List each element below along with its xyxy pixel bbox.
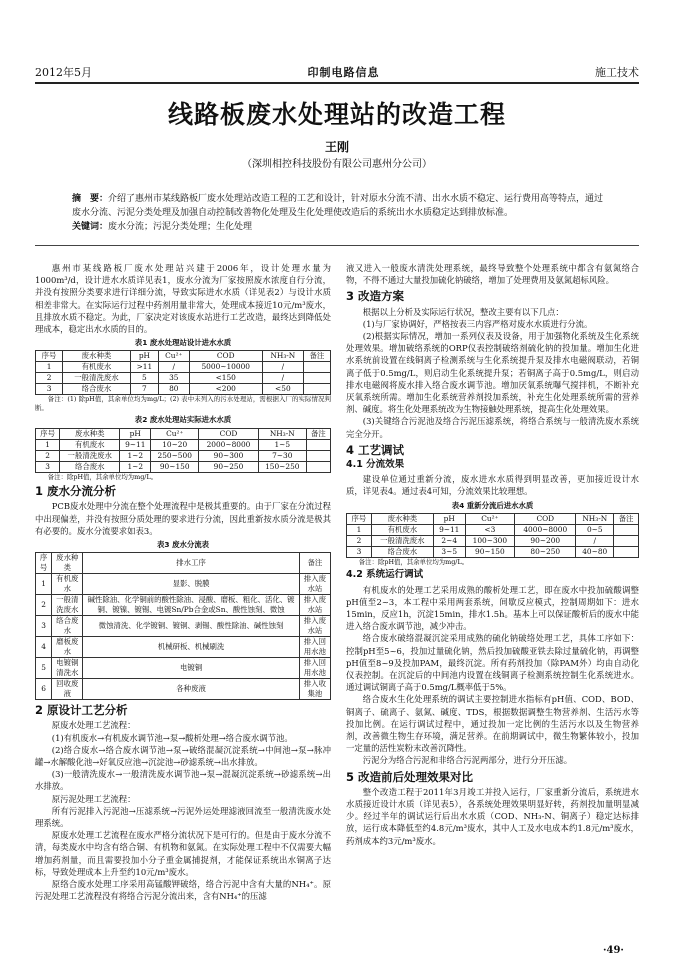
table-cell: 机械研板、机械刷洗	[83, 637, 299, 658]
table-cell: >11	[130, 362, 158, 373]
table-cell: 0~5	[576, 524, 614, 535]
table-row	[36, 384, 331, 395]
table-cell: 7	[130, 384, 158, 395]
table1-caption: 表1 废水处理站设计进水水质	[134, 338, 232, 348]
table-cell: 1	[36, 362, 63, 373]
abstract	[72, 192, 604, 234]
table-cell: /	[159, 362, 190, 373]
running-header	[35, 62, 639, 84]
flow-step-3: (3)一般清洗废水→一般清洗废水调节池→泵→混凝沉淀系统→砂滤系统→出水排放。	[35, 769, 331, 792]
table-cell: 1~5	[258, 439, 306, 450]
table-cell: 电镀铜	[83, 658, 299, 679]
table-cell: 磨板废水	[52, 637, 83, 658]
header-section: 施工技术	[595, 66, 639, 79]
table-row	[36, 439, 331, 450]
table1	[35, 350, 331, 395]
table-cell: 一般清洗废水	[52, 595, 83, 616]
table-cell: 90~150	[151, 461, 199, 472]
table-cell: 40~80	[576, 546, 614, 557]
table-cell: 排入回用水池	[299, 658, 330, 679]
table-cell: 电镀铜清洗水	[52, 658, 83, 679]
keywords-text: 废水分流；污泥分类处理；生化处理	[108, 222, 253, 232]
table-row	[36, 658, 331, 679]
table-row	[36, 450, 331, 461]
article-title: 线路板废水处理站的改造工程	[167, 100, 506, 129]
table-cell: 络合废水	[60, 461, 120, 472]
table2-note: 备注：除pH值，其余单位均为mg/L。	[47, 472, 158, 481]
flow-step-1: (1)有机废水→有机废水调节池→泵→酸析处理→络合废水调节池。	[51, 732, 293, 743]
table-header-row	[36, 351, 331, 362]
table-cell: 6	[36, 679, 52, 700]
table-row	[36, 595, 331, 616]
section3-item-2: (2)根据实际情况，增加一系列仪表及设备，用于加强物化系统及生化系统处理效果。增加破络系统的ORP仪表控制破络剂硫化钠的投加量。增加生化进水系统前设置在线铜离子检测系统与生化系统提升泵及排水电磁阀联动，若铜离子低于0.5mg/L，则启动生化系统提升泵；若铜离子高于0.5mg/L，则启动排水电磁阀将废水排入络合废水调节池。增加厌氧系统曝气搅拌机，不断补充厌氧系统所需。增加生化系统营养剂投加系统，补充生化处理系统所需的营养剂、碱度。将生化处理系统改为生物接触处理系统，提高生化处理效果。	[346, 331, 639, 415]
section4-2-paragraph-2: 络合废水破络混凝沉淀采用成熟的硫化钠破络处理工艺，具体工序如下：控制pH至5~6，投加过量硫化钠，然后投加硫酸亚铁去除过量硫化钠，再调整pH值至8~9及投加PAM，最终沉淀。所有药剂投加（除PAM外）均由自动化仪表控制。在沉淀后的中间池内设置在线铜离子检测系统控制生化系统进水。通过调试铜离子高于0.5mg/L概率低于5%。	[346, 633, 639, 693]
table-row	[36, 679, 331, 700]
table-cell: 1	[347, 524, 372, 535]
table-row	[347, 524, 639, 535]
section4-2-paragraph-3: 络合废水生化处理系统的调试主要控制进水指标有pH值、COD、BOD、铜离子、硫离子、氨氮、碱度、TDS，根据数据调整生物营养剂、生活污水等投加比例。在运行调试过程中，通过投加一定比例的生活污水以及生物营养剂，改善微生物生存环境，满足营养。在前期调试中，微生物繁体较小，投加一定量的活性炭粉末改善沉降性。	[346, 694, 639, 754]
table-cell: 有机废水	[63, 362, 131, 373]
table-header-cell: 备注	[299, 553, 330, 574]
table-row	[347, 535, 639, 546]
table-cell	[303, 373, 330, 384]
table3-caption: 表3 废水分流表	[156, 539, 210, 549]
table-header-cell: NH₃-N	[258, 428, 306, 439]
table-header-cell: pH	[120, 428, 151, 439]
table-cell: 5	[36, 658, 52, 679]
table-cell	[303, 362, 330, 373]
table4-caption: 表4 重新分流后进水水质	[451, 500, 534, 510]
table-cell: 90~250	[199, 461, 259, 472]
table-header-cell: pH	[130, 351, 158, 362]
table-header-cell: COD	[515, 513, 576, 524]
table2-caption: 表2 废水处理站实际进水水质	[134, 415, 232, 425]
table-cell: 排入废水站	[299, 595, 330, 616]
table-cell: 一般清洗废水	[63, 373, 131, 384]
section2-paragraph-2: 原络合废水处理工序采用高锰酸钾破络，络合污泥中含有大量的NH₄⁺。原污泥处理工艺流程没有将络合污泥分流出来，含有NH₄⁺的压滤	[35, 878, 331, 902]
section4-2-paragraph-1: 有机废水的处理工艺采用成熟的酸析处理工艺，即在废水中投加硫酸调整pH值至2~3，本工程中采用两套系统，间歇反应模式，控制周期如下：进水15min，反应1h，沉淀15min，排水1.5h。基本上可以保证酸析后的废水中能进入络合废水调节池，减少冲击。	[346, 584, 639, 632]
table-cell	[306, 461, 330, 472]
table4-note: 备注：除pH值，其余单位均为mg/L。	[358, 557, 469, 566]
table-row	[36, 373, 331, 384]
table-header-cell: 废水种类	[60, 428, 120, 439]
table-cell: /	[262, 373, 303, 384]
section3-heading: 3 改造方案	[346, 289, 405, 304]
table-cell: 排入废水站	[299, 574, 330, 595]
table-cell: 2	[347, 535, 372, 546]
table-cell: 150~250	[258, 461, 306, 472]
table-row	[36, 637, 331, 658]
table4	[346, 513, 639, 558]
table-cell: 90~200	[515, 535, 576, 546]
table-header-row	[36, 553, 331, 574]
table-cell	[306, 439, 330, 450]
table-cell: 3~5	[433, 546, 465, 557]
table-cell: 络合废水	[52, 616, 83, 637]
table-cell: 3	[36, 616, 52, 637]
table-cell: 络合废水	[63, 384, 131, 395]
table-cell: 一般清洗废水	[60, 450, 120, 461]
section4-1-heading: 4.1 分流效果	[346, 459, 405, 471]
table-row	[36, 616, 331, 637]
section4-1-paragraph: 建设单位通过重新分流，废水进水水质得到明显改善，更加接近设计水质，详见表4。通过表4可知，分流效果比较理想。	[346, 474, 639, 497]
table-cell: 2~4	[433, 535, 465, 546]
header-journal: 印制电路信息	[307, 66, 380, 79]
table-cell: 80	[159, 384, 190, 395]
table-cell	[614, 546, 639, 557]
table-cell: 35	[159, 373, 190, 384]
keywords-label: 关键词：	[72, 222, 109, 232]
table-header-cell: 废水种类	[52, 553, 83, 574]
table-cell: 显影、脱膜	[83, 574, 299, 595]
table-cell: 10~20	[151, 439, 199, 450]
table-row	[36, 461, 331, 472]
table-cell: <50	[262, 384, 303, 395]
header-date: 2012年5月	[35, 66, 92, 79]
table-cell: 1~2	[120, 461, 151, 472]
table-cell: 排入废水站	[299, 616, 330, 637]
table-header-cell: 序号	[36, 553, 52, 574]
section3-item-1: (1)与厂家协调好，严格按表三内容严格对废水水质进行分流。	[362, 318, 593, 329]
table-cell: 2	[36, 450, 60, 461]
table-cell: <150	[189, 373, 262, 384]
table-cell: 有机废水	[60, 439, 120, 450]
author: 王刚	[324, 140, 349, 154]
table-header-cell: COD	[189, 351, 262, 362]
table-cell: 排入收集池	[299, 679, 330, 700]
table1-note: 备注：(1) 除pH值，其余单位均为mg/L；(2) 表中未列入的污水处理站，需根据入厂的实际情况判断。	[35, 395, 331, 412]
intro-paragraph: 惠州市某线路板厂废水处理站兴建于2006年，设计处理水量为1000m³/d，设计进水水质详见表1，废水分流为厂家按照废水浓度自行分流，并没有按照分类要求进行详细分流，导致实际进水水质（详见表2）与设计水质相差非常大。在实际运行过程中药剂用量非常大，处理成本接近10元/m³废水，且排放水质不稳定。为此，厂家决定对该废水站进行工艺改造，最终达到降低处理成本，稳定出水水质的目的。	[35, 263, 331, 335]
table-header-cell: 序号	[36, 351, 63, 362]
keywords	[72, 220, 604, 234]
sludge-flow: 所有污泥排入污泥池→压滤系统→污泥外运处理滤液回流至一般清洗废水处理系统。	[35, 805, 331, 828]
table-cell: 4	[36, 637, 52, 658]
table-cell: <200	[189, 384, 262, 395]
table-cell	[306, 450, 330, 461]
table-cell: 7~30	[258, 450, 306, 461]
section2-subheading-b: 原污泥处理工艺流程：	[51, 793, 136, 804]
table-cell: 9~11	[120, 439, 151, 450]
table-cell: 络合废水	[371, 546, 433, 557]
table-cell: 100~300	[465, 535, 514, 546]
section4-2-heading: 4.2 系统运行调试	[346, 569, 424, 581]
table-header-cell: pH	[433, 513, 465, 524]
table-cell: 有机废水	[52, 574, 83, 595]
affiliation: （深圳相控科技股份有限公司惠州分公司）	[242, 159, 432, 170]
table-header-cell: Cu²⁺	[159, 351, 190, 362]
table-cell: 2	[36, 595, 52, 616]
table-cell: 250~500	[151, 450, 199, 461]
table-header-cell: 废水种类	[371, 513, 433, 524]
table-cell: 2	[36, 373, 63, 384]
table-header-cell: 序号	[347, 513, 372, 524]
table-cell	[614, 535, 639, 546]
table-cell: 4000~8000	[515, 524, 576, 535]
table-cell: 2000~8000	[199, 439, 259, 450]
section3-item-3: (3)关键络合污泥池及络合污泥压滤系统，将络合系统与一般清洗废水系统完全分开。	[346, 416, 639, 439]
table-header-row	[347, 513, 639, 524]
left-column	[35, 262, 331, 902]
table-header-cell: Cu²⁺	[151, 428, 199, 439]
table-cell	[303, 384, 330, 395]
table-header-cell: NH₃-N	[576, 513, 614, 524]
table-cell: 9~11	[433, 524, 465, 535]
table-cell: 5000~10000	[189, 362, 262, 373]
table-header-cell: NH₃-N	[262, 351, 303, 362]
table-cell: <3	[465, 524, 514, 535]
section2-subheading-a: 原废水处理工艺流程：	[51, 720, 136, 731]
table-cell	[614, 524, 639, 535]
right-column	[346, 262, 639, 847]
table-cell: 各种废液	[83, 679, 299, 700]
table-cell: /	[262, 362, 303, 373]
table-cell: /	[576, 535, 614, 546]
section3-intro: 根据以上分析及实际运行状况，整改主要有以下几点：	[362, 306, 564, 317]
table-header-cell: 排水工序	[83, 553, 299, 574]
page-number: ·49·	[603, 945, 624, 956]
table3	[35, 552, 331, 700]
table-header-cell: 备注	[614, 513, 639, 524]
flow-step-2: (2)络合废水→络合废水调节池→泵→破络混凝沉淀系统→中间池→泵→脉冲罐→水解酸化池→好氧反应池→沉淀池→砂滤系统→出水排放。	[35, 744, 331, 767]
table-header-cell: Cu²⁺	[465, 513, 514, 524]
abstract-text: 介绍了惠州市某线路板厂废水处理站改造工程的工艺和设计，针对原水分流不清、出水水质不稳定、运行费用高等特点，通过废水分流、污泥分类处理及加强自动控制改善物化处理及生化处理使改造后的系统出水水质稳定达到排放标准。	[72, 194, 604, 218]
table-cell: 回收废液	[52, 679, 83, 700]
table-header-cell: 备注	[303, 351, 330, 362]
table-cell: 90~150	[465, 546, 514, 557]
section2-heading: 2 原设计工艺分析	[35, 703, 128, 718]
section1-paragraph: PCB废水处理中分流在整个处理流程中是极其重要的。由于厂家在分流过程中出现偏差，并没有按照分质处理的要求进行分流，因此重新按水质分流是极其有必要的。废水分流要求如表3。	[35, 501, 331, 536]
table2	[35, 428, 331, 473]
table-cell: 3	[36, 461, 60, 472]
section4-heading: 4 工艺调试	[346, 442, 405, 457]
table-cell: 80~250	[515, 546, 576, 557]
table-row	[347, 546, 639, 557]
table-cell: 3	[36, 384, 63, 395]
table-cell: 1	[36, 574, 52, 595]
table-cell: 排入回用水池	[299, 637, 330, 658]
table-cell: 5	[130, 373, 158, 384]
section5-heading: 5 改造前后处理效果对比	[346, 769, 474, 784]
section1-heading: 1 废水分流分析	[35, 484, 117, 499]
section4-2-paragraph-4: 污泥分为络合污泥和非络合污泥两部分，进行分开压滤。	[362, 755, 573, 766]
table-cell: 90~300	[199, 450, 259, 461]
table-cell: 1	[36, 439, 60, 450]
table-row	[36, 574, 331, 595]
table-cell: 一般清洗废水	[371, 535, 433, 546]
table-header-row	[36, 428, 331, 439]
table-cell: 1~2	[120, 450, 151, 461]
section2-paragraph-1: 原废水处理工艺流程在废水严格分流状况下是可行的。但是由于废水分流不清，每类废水中均含有络合铜、有机物和氨氮。在实际处理工程中不仅需要大幅增加药剂量，而且需要投加小分子重金属捕捉剂，才能保证系统出水铜离子达标，导致处理成本上升至约10元/m³废水。	[35, 830, 331, 877]
table-cell: 碱性除油、化学铜前的酸性除油、浸酸、磨板、粗化、活化、镀铜、镀镍、镀锡、电镀Sn/Pb合金或Sn、酸性蚀刻、微蚀	[83, 595, 299, 616]
table-cell: 有机废水	[371, 524, 433, 535]
abstract-body	[72, 192, 604, 220]
section5-paragraph: 整个改造工程于2011年3月竣工并投入运行，厂家重新分流后，系统进水水质接近设计水质（详见表5），各系统处理效果明显好转，药剂投加量明显减少。经过半年的调试运行后出水水质（COD、NH₃-N、铜离子）稳定达标排放，运行成本降低至约4.8元/m³废水，其中人工及水电成本约1.8元/m³废水，药剂成本约3元/m³废水。	[346, 786, 639, 846]
table-header-cell: COD	[199, 428, 259, 439]
abstract-divider	[35, 245, 639, 246]
table-row	[36, 362, 331, 373]
table-header-cell: 废水种类	[63, 351, 131, 362]
continued-paragraph: 液又进入一般废水清洗处理系统，最终导致整个处理系统中都含有氨氮络合物，不得不通过大量投加硫化钠破络，增加了处理费用及氨氮超标风险。	[346, 263, 639, 286]
table-header-cell: 备注	[306, 428, 330, 439]
table-cell: 3	[347, 546, 372, 557]
abstract-label: 摘 要：	[72, 194, 109, 204]
table-cell: 微蚀清洗、化学镀铜、镀铜、剥锡、酸性除油、碱性蚀刻	[83, 616, 299, 637]
table-header-cell: 序号	[36, 428, 60, 439]
